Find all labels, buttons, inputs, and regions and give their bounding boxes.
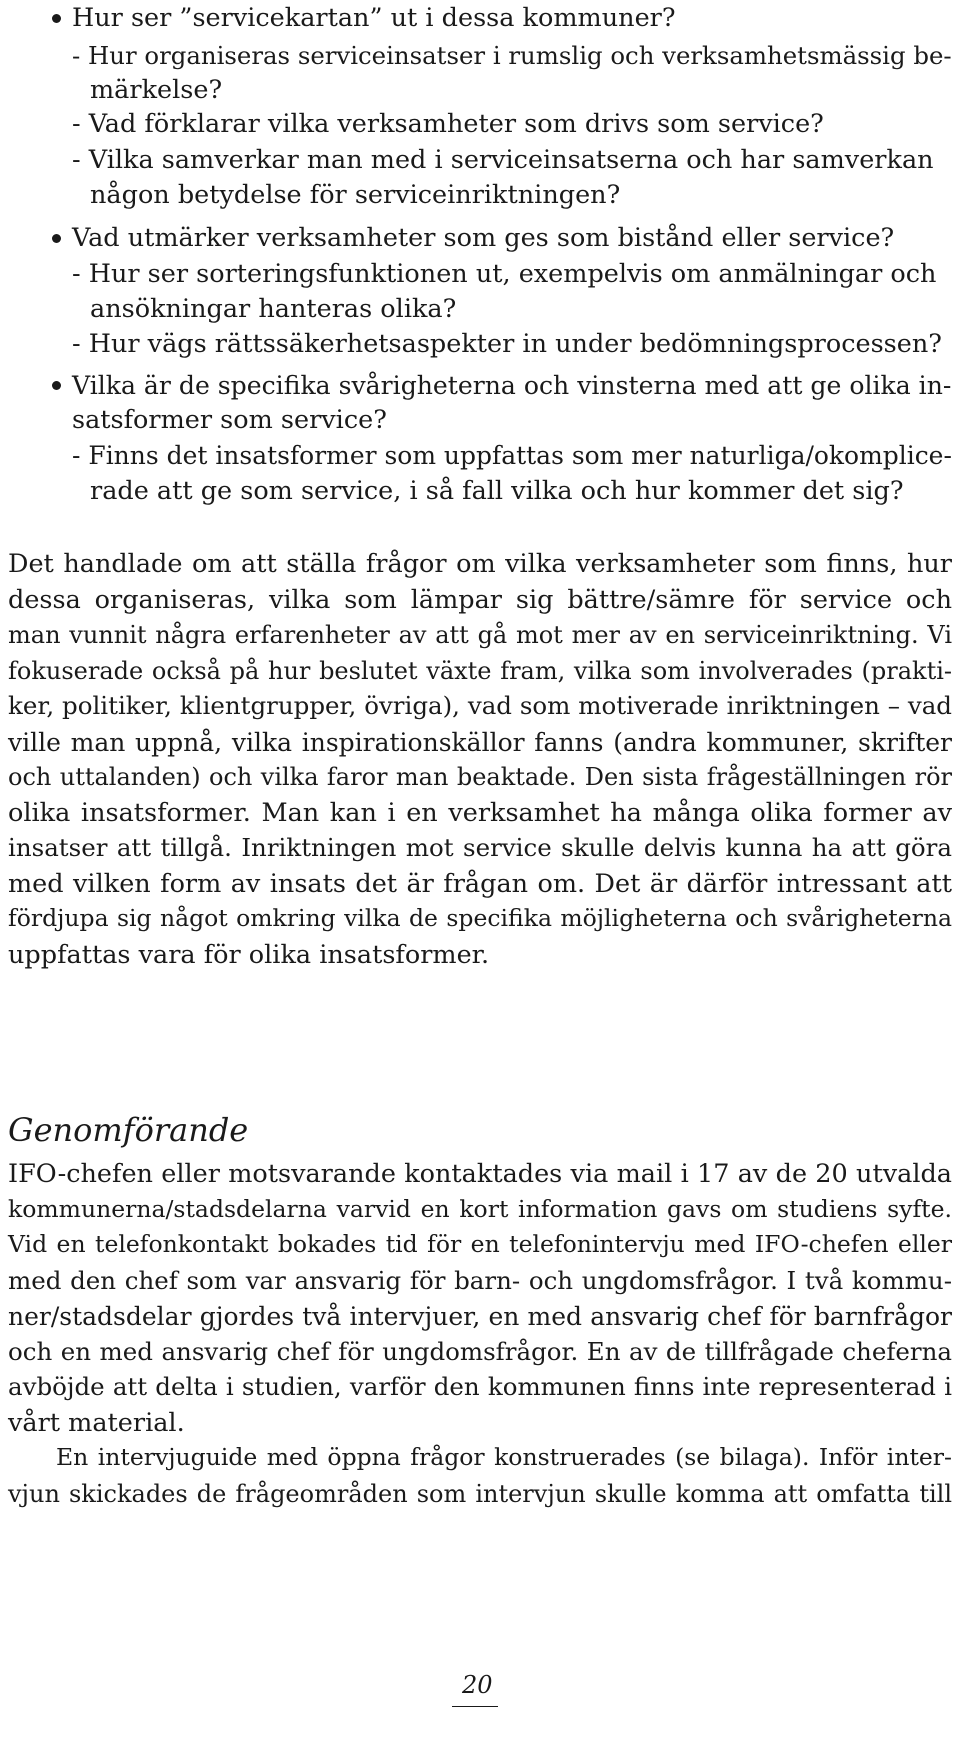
question-sub-item: - Hur ser sorteringsfunktionen ut, exempelvis om anmälningar och: [72, 259, 937, 289]
question-sub-item: - Hur vägs rättssäkerhetsaspekter in under bedömningsprocessen?: [72, 329, 942, 359]
bullet-dot: [52, 381, 61, 390]
question-bullet-item-continuation: satsformer som service?: [72, 405, 387, 435]
paragraph-line: ner/stadsdelar gjordes två intervjuer, en med ansvarig chef för barnfrågor: [8, 1302, 952, 1331]
question-sub-item-continuation: märkelse?: [90, 75, 223, 105]
page-number: 20: [462, 1671, 493, 1699]
paragraph-line: insatser att tillgå. Inriktningen mot service skulle delvis kunna ha att göra: [8, 833, 952, 862]
question-sub-item: - Vad förklarar vilka verksamheter som drivs som service?: [72, 109, 824, 139]
paragraph-line: med den chef som var ansvarig för barn- och ungdomsfrågor. I två kommu-: [8, 1266, 952, 1295]
paragraph-line: fokuserade också på hur beslutet växte fram, vilka som involverades (prakti-: [8, 657, 952, 685]
question-bullet-item: Vilka är de specifika svårigheterna och vinsterna med att ge olika in-: [72, 371, 952, 400]
section-heading: Genomförande: [8, 1111, 249, 1149]
paragraph-line: ker, politiker, klientgrupper, övriga), vad som motiverade inriktningen – vad: [8, 691, 952, 720]
paragraph-line: avböjde att delta i studien, varför den kommunen finns inte representerad i: [8, 1372, 952, 1401]
paragraph-line: dessa organiseras, vilka som lämpar sig bättre/sämre för service och: [8, 585, 952, 615]
paragraph-line: Det handlade om att ställa frågor om vilka verksamheter som finns, hur: [8, 549, 952, 579]
paragraph-line: Vid en telefonkontakt bokades tid för en telefonintervju med IFO-chefen eller: [8, 1230, 952, 1258]
page-number-underline: [452, 1706, 498, 1707]
paragraph-line: man vunnit några erfarenheter av att gå mot mer av en serviceinriktning. Vi: [8, 621, 952, 649]
question-sub-item-continuation: någon betydelse för serviceinriktningen?: [90, 180, 621, 210]
paragraph-line: En intervjuguide med öppna frågor konstruerades (se bilaga). Inför inter-: [56, 1443, 952, 1471]
paragraph-line: olika insatsformer. Man kan i en verksamhet ha många olika former av: [8, 798, 952, 828]
question-bullet-item: Hur ser ”servicekartan” ut i dessa kommuner?: [72, 3, 676, 33]
question-bullet-item: Vad utmärker verksamheter som ges som bistånd eller service?: [72, 223, 895, 253]
question-sub-item: - Hur organiseras serviceinsatser i rumslig och verksamhetsmässig be-: [72, 41, 952, 70]
paragraph-line: fördjupa sig något omkring vilka de specifika möjligheterna och svårigheterna: [8, 904, 952, 932]
paragraph-line: vjun skickades de frågeområden som intervjun skulle komma att omfatta till: [8, 1480, 952, 1508]
paragraph-line: och uttalanden) och vilka faror man beaktade. Den sista frågeställningen rör: [8, 763, 952, 791]
question-sub-item-continuation: rade att ge som service, i så fall vilka och hur kommer det sig?: [90, 476, 904, 506]
bullet-dot: [52, 234, 61, 243]
paragraph-line: vårt material.: [8, 1408, 185, 1438]
question-sub-item: - Finns det insatsformer som uppfattas som mer naturliga/okomplice-: [72, 441, 952, 470]
paragraph-line: med vilken form av insats det är frågan om. Det är därför intressant att: [8, 869, 952, 899]
paragraph-line: och en med ansvarig chef för ungdomsfrågor. En av de tillfrågade cheferna: [8, 1337, 952, 1366]
question-sub-item-continuation: ansökningar hanteras olika?: [90, 294, 457, 324]
paragraph-line: uppfattas vara för olika insatsformer.: [8, 940, 490, 970]
paragraph-line: ville man uppnå, vilka inspirationskällor fanns (andra kommuner, skrifter: [8, 728, 952, 757]
paragraph-line: IFO-chefen eller motsvarande kontaktades via mail i 17 av de 20 utvalda: [8, 1159, 952, 1189]
paragraph-line: kommunerna/stadsdelarna varvid en kort information gavs om studiens syfte.: [8, 1195, 952, 1223]
question-sub-item: - Vilka samverkar man med i serviceinsatserna och har samverkan: [72, 145, 934, 175]
bullet-dot: [52, 14, 61, 23]
